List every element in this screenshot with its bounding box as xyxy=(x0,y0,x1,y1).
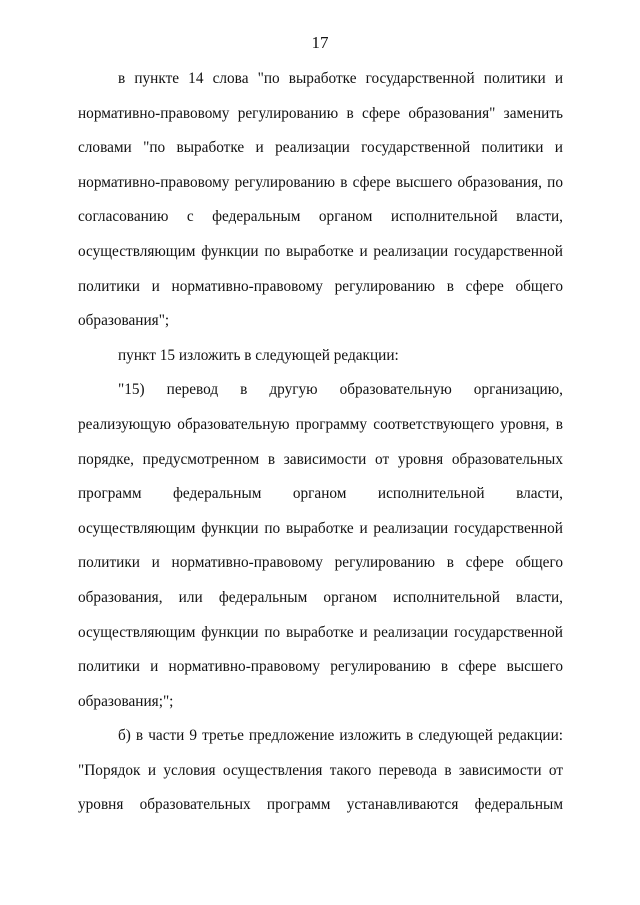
paragraph-item-15-new-text: "15) перевод в другую образовательную организацию, реализующую образовательную программу соответствующего уровня, в порядке, предусмотренном в зависимости от уровня образовательных программ федеральным органом исполнительной власти, осуществляющим функции по выработке и реализации государственной политики и нормативно-правовому регулированию в сфере общего образования, или федеральным органом исполнительной власти, осуществляющим функции по выработке и реализации государственной политики и нормативно-правовому регулированию в сфере высшего образования;"; xyxy=(78,381,563,710)
paragraph-item-15-intro: пункт 15 изложить в следующей редакции: xyxy=(118,346,399,364)
page-number: 17 xyxy=(311,33,329,52)
paragraph-item-14-amendment: в пункте 14 слова "по выработке государственной политики и нормативно-правовому регулированию в сфере образования" заменить словами "по выработке и реализации государственной политики и нормативно-правовому регулированию в сфере высшего образования, по согласованию с федеральным органом исполнительной власти, осуществляющим функции по выработке и реализации государственной политики и нормативно-правовому регулированию в сфере общего образования"; xyxy=(78,70,563,330)
paragraph-part-9-amendment: б) в части 9 третье предложение изложить в следующей редакции: "Порядок и условия осуществления такого перевода в зависимости от уровня образовательных программ устанавливаются федеральным xyxy=(78,727,563,814)
document-body xyxy=(78,62,563,823)
